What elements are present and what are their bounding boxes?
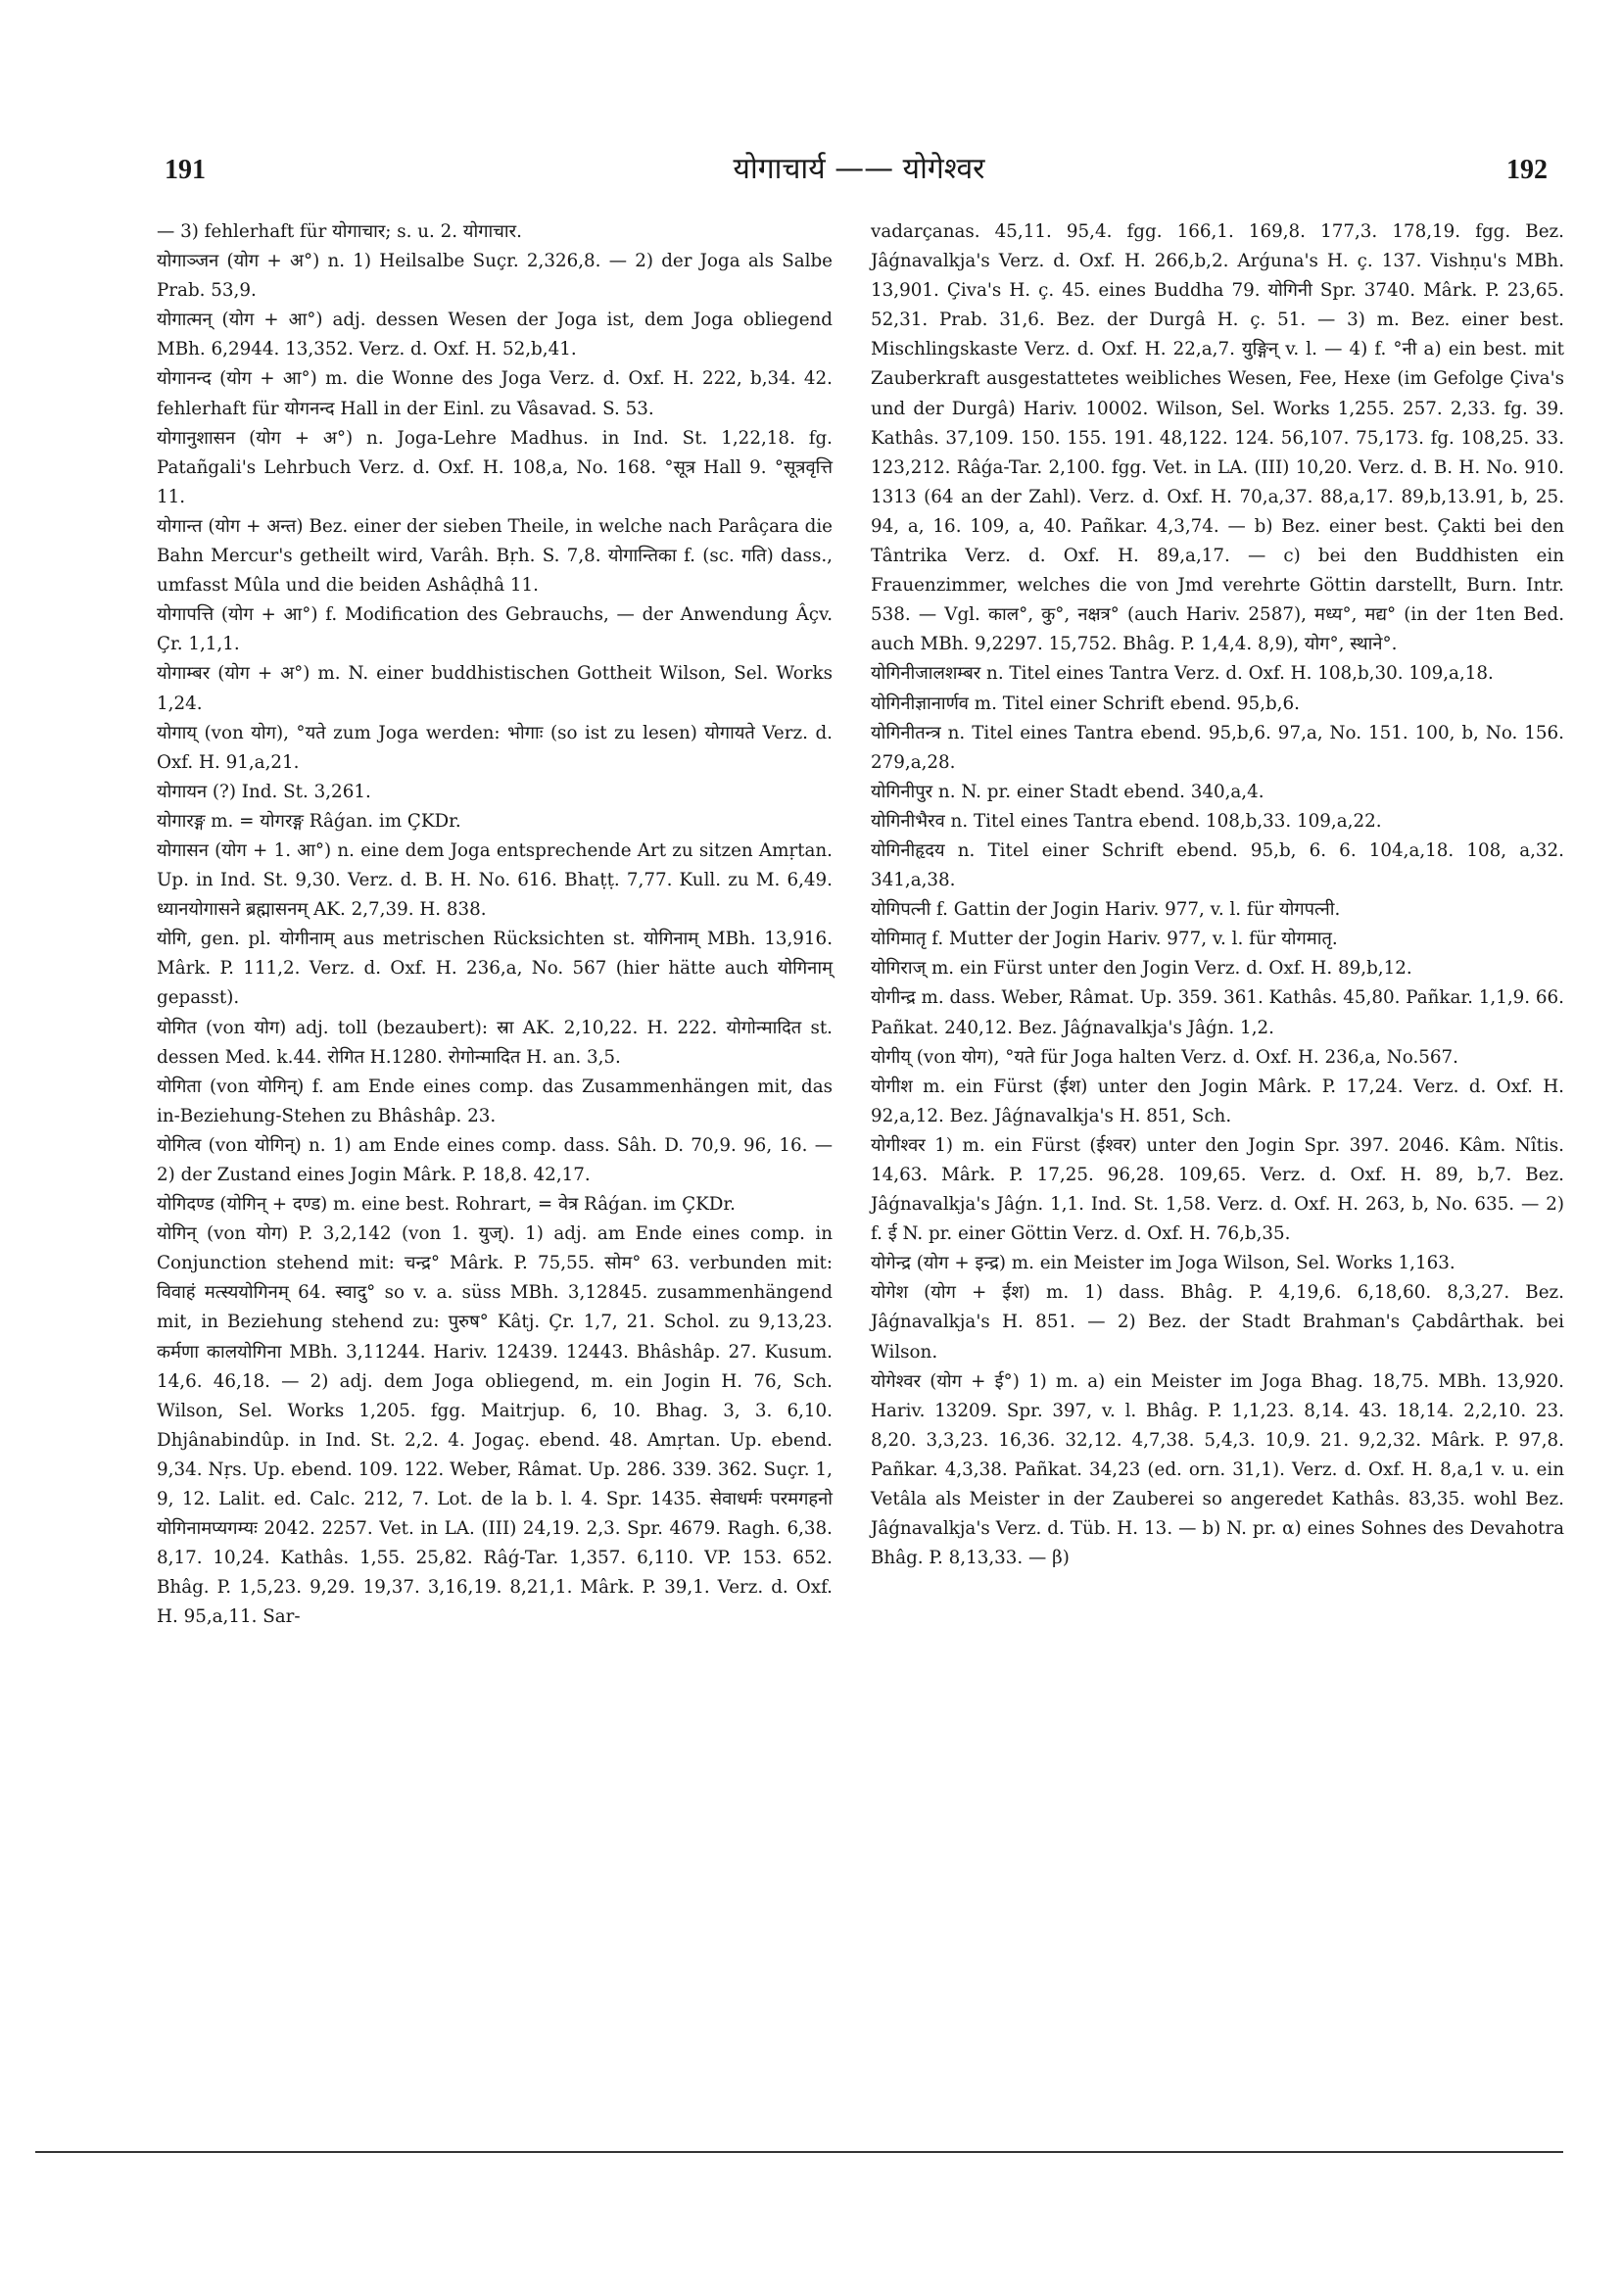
page-header <box>159 147 1559 196</box>
dictionary-entry: योगाय् (von योग), °यते zum Joga werden: भोगाः (so ist zu lesen) योगायते Verz. d. Oxf. H. 91,a,21. <box>157 722 833 773</box>
dictionary-entry: योगीन्द्र m. dass. Weber, Râmat. Up. 359. 361. Kathâs. 45,80. Pañkar. 1,1,9. 66. Pañkat. 240,12. Bez. Jâǵnavalkja's Jâǵn. 1,2. <box>871 987 1564 1038</box>
dictionary-entry: योगापत्ति (योग + आ°) f. Modification des Gebrauchs, — der Anwendung Âçv. Çr. 1,1,1. <box>157 604 833 655</box>
dictionary-entry: योगिपत्नी f. Gattin der Jogin Hariv. 977, v. l. für योगपत्नी. <box>871 899 1341 921</box>
dictionary-entry: vadarçanas. 45,11. 95,4. fgg. 166,1. 169,8. 177,3. 178,19. fgg. Bez. Jâǵnavalkja's Verz. d. Oxf. H. 266,b,2. Arǵuna's H. ç. 137. Vishṇu's MBh. 13,901. Çiva's H. ç. 45. eines Buddha 79. योगिनी Spr. 3740. Mârk. P. 23,65. 52,31. Prab. 31,6. Bez. der Durgâ H. ç. 51. — 3) m. Bez. einer best. Mischlingskaste Verz. d. Oxf. H. 22,a,7. युङ्गिन् v. l. — 4) f. °नी a) ein best. mit Zauberkraft ausgestattetes weibliches Wesen, Fee, Hexe (im Gefolge Çiva's und der Durgâ) Hariv. 10002. Wilson, Sel. Works 1,255. 257. 2,33. fg. 39. Kathâs. 37,109. 150. 155. 191. 48,122. 124. 56,107. 75,173. fg. 108,25. 33. 123,212. Râǵa-Tar. 2,100. fgg. Vet. in LA. (III) 10,20. Verz. d. B. H. No. 910. 1313 (64 an der Zahl). Verz. d. Oxf. H. 70,a,37. 88,a,17. 89,b,13.91, b, 25. 94, a, 16. 109, a, 40. Pañkar. 4,3,74. — b) Bez. einer best. Çakti bei den Tântrika Verz. d. Oxf. H. 89,a,17. — c) bei den Buddhisten ein Frauenzimmer, welches die von Jmd verehrte Göttin darstellt, Burn. Intr. 538. — Vgl. काल°, कु°, नक्षत्र° (auch Hariv. 2587), मध्य°, मद्य° (in der 1ten Bed. auch MBh. 9,2297. 15,752. Bhâg. P. 1,4,4. 8,9), योग°, स्थाने°. <box>871 221 1564 655</box>
dictionary-entry: योगाञ्जन (योग + अ°) n. 1) Heilsalbe Suçr. 2,326,8. — 2) der Joga als Salbe Prab. 53,9. <box>157 251 833 302</box>
dictionary-entry: योगेश्वर (योग + ई°) 1) m. a) ein Meister im Joga Bhag. 18,75. MBh. 13,920. Hariv. 13209. Spr. 397, v. l. Bhâg. P. 1,1,23. 8,14. 43. 18,14. 2,2,10. 23. 8,20. 3,3,23. 16,36. 32,12. 4,7,38. 5,4,3. 10,9. 21. 9,2,32. Mârk. P. 97,8. Pañkar. 4,3,38. Pañkat. 34,23 (ed. orn. 31,1). Verz. d. Oxf. H. 8,a,1 v. u. ein Vetâla als Meister in der Zauberei so angeredet Kathâs. 83,35. wohl Bez. Jâǵnavalkja's Verz. d. Tüb. H. 13. — b) N. pr. α) eines Sohnes des Devahotra Bhâg. P. 8,13,33. — β) <box>871 1370 1564 1569</box>
dictionary-entry: योगानुशासन (योग + अ°) n. Joga-Lehre Madhus. in Ind. St. 1,22,18. fg. Patañgali's Lehrbuch Verz. d. Oxf. H. 108,a, No. 168. °सूत्र Hall 9. °सूत्रवृत्ति 11. <box>157 427 833 507</box>
dictionary-entry: — 3) fehlerhaft für योगाचार; s. u. 2. योगाचार. <box>157 221 522 242</box>
dictionary-entry: योगाम्बर (योग + अ°) m. N. einer buddhistischen Gottheit Wilson, Sel. Works 1,24. <box>157 663 833 714</box>
dictionary-entry: योगिनीहृदय n. Titel einer Schrift ebend. 95,b, 6. 6. 104,a,18. 108, a,32. 341,a,38. <box>871 839 1564 891</box>
dictionary-entry: योगिनीजालशम्बर n. Titel eines Tantra Verz. d. Oxf. H. 108,b,30. 109,a,18. <box>871 663 1494 685</box>
dictionary-entry: योगिदण्ड (योगिन् + दण्ड) m. eine best. Rohrart, = वेत्र Râǵan. im ÇKDr. <box>157 1194 736 1216</box>
dictionary-entry: योगानन्द (योग + आ°) m. die Wonne des Joga Verz. d. Oxf. H. 222, b,34. 42. fehlerhaft für योगनन्द Hall in der Einl. zu Vâsavad. S. 53. <box>157 368 833 419</box>
dictionary-entry: योगिमातृ f. Mutter der Jogin Hariv. 977, v. l. für योगमातृ. <box>871 929 1338 950</box>
left-page-number: 191 <box>165 155 206 185</box>
dictionary-entry: योगायन (?) Ind. St. 3,261. <box>157 781 371 802</box>
dictionary-entry: योगारङ्ग m. = योगरङ्ग Râǵan. im ÇKDr. <box>157 810 461 832</box>
right-page-number: 192 <box>1506 155 1548 185</box>
running-head-title: योगाचार्य —— योगेश्वर <box>733 152 985 186</box>
dictionary-entry: योगिनीज्ञानार्णव m. Titel einer Schrift ebend. 95,b,6. <box>871 693 1300 714</box>
dictionary-entry: योगिनीपुर n. N. pr. einer Stadt ebend. 340,a,4. <box>871 781 1264 802</box>
right-column <box>871 217 1564 1573</box>
left-column <box>157 217 833 1633</box>
dictionary-entry: योगि, gen. pl. योगीनाम् aus metrischen Rücksichten st. योगिनाम् MBh. 13,916. Mârk. P. 111,2. Verz. d. Oxf. H. 236,a, No. 567 (hier hätte auch योगिनाम् gepasst). <box>157 929 833 1009</box>
dictionary-entry: योगान्त (योग + अन्त) Bez. einer der sieben Theile, in welche nach Parâçara die Bahn Mercur's getheilt wird, Varâh. Bṛh. S. 7,8. योगान्तिका f. (sc. गति) dass., umfasst Mûla und die beiden Ashâḍhâ 11. <box>157 515 833 597</box>
dictionary-entry: योगिनीभैरव n. Titel eines Tantra ebend. 108,b,33. 109,a,22. <box>871 810 1382 832</box>
dictionary-entry: योगिनीतन्त्र n. Titel eines Tantra ebend. 95,b,6. 97,a, No. 151. 100, b, No. 156. 279,a,28. <box>871 722 1564 773</box>
dictionary-entry: योगात्मन् (योग + आ°) adj. dessen Wesen der Joga ist, dem Joga obliegend MBh. 6,2944. 13,352. Verz. d. Oxf. H. 52,b,41. <box>157 310 833 360</box>
dictionary-entry: योगित (von योग) adj. toll (bezaubert): स्रा AK. 2,10,22. H. 222. योगोन्मादित st. dessen Med. k.44. रोगित H.1280. रोगोन्मादित H. an. 3,5. <box>157 1017 833 1068</box>
dictionary-entry: योगित्व (von योगिन्) n. 1) am Ende eines comp. dass. Sâh. D. 70,9. 96, 16. — 2) der Zustand eines Jogin Mârk. P. 18,8. 42,17. <box>157 1134 833 1185</box>
dictionary-entry: योगिराज् m. ein Fürst unter den Jogin Verz. d. Oxf. H. 89,b,12. <box>871 958 1412 980</box>
dictionary-entry: योगीश्वर 1) m. ein Fürst (ईश्वर) unter den Jogin Spr. 397. 2046. Kâm. Nîtis. 14,63. Mârk. P. 17,25. 96,28. 109,65. Verz. d. Oxf. H. 89, b,7. Bez. Jâǵnavalkja's Jâǵn. 1,1. Ind. St. 1,58. Verz. d. Oxf. H. 263, b, No. 635. — 2) f. ई N. pr. einer Göttin Verz. d. Oxf. H. 76,b,35. <box>871 1134 1564 1245</box>
dictionary-entry: योगासन (योग + 1. आ°) n. eine dem Joga entsprechende Art zu sitzen Amṛtan. Up. in Ind. St. 9,30. Verz. d. B. H. No. 616. Bhaṭṭ. 7,77. Kull. zu M. 6,49. ध्यानयोगासने ब्रह्मासनम् AK. 2,7,39. H. 838. <box>157 839 833 921</box>
dictionary-entry: योगीश m. ein Fürst (ईश) unter den Jogin Mârk. P. 17,24. Verz. d. Oxf. H. 92,a,12. Bez. Jâǵnavalkja's H. 851, Sch. <box>871 1076 1564 1126</box>
dictionary-entry: योगेन्द्र (योग + इन्द्र) m. ein Meister im Joga Wilson, Sel. Works 1,163. <box>871 1253 1455 1274</box>
dictionary-entry: योगीय् (von योग), °यते für Joga halten Verz. d. Oxf. H. 236,a, No.567. <box>871 1046 1458 1068</box>
dictionary-entry: योगिन् (von योग) P. 3,2,142 (von 1. युज्). 1) adj. am Ende eines comp. in Conjunction stehend mit: चन्द्र° Mârk. P. 75,55. सोम° 63. verbunden mit: विवाहं मत्स्ययोगिनम् 64. स्वादु° so v. a. süss MBh. 3,12845. zusammenhängend mit, in Beziehung stehend zu: पुरुष° Kâtj. Çr. 1,7, 21. Schol. zu 9,13,23. कर्मणा कालयोगिना MBh. 3,11244. Hariv. 12439. 12443. Bhâshâp. 27. Kusum. 14,6. 46,18. — 2) adj. dem Joga obliegend, m. ein Jogin H. 76, Sch. Wilson, Sel. Works 1,205. fgg. Maitrjup. 6, 10. Bhag. 3, 3. 6,10. Dhjânabindûp. in Ind. St. 2,2. 4. Jogaç. ebend. 48. Amṛtan. Up. ebend. 9,34. Nṛs. Up. ebend. 109. 122. Weber, Râmat. Up. 286. 339. 362. Suçr. 1, 9, 12. Lalit. ed. Calc. 212, 7. Lot. de la b. l. 4. Spr. 1435. सेवाधर्मः परमगहनो योगिनामप्यगम्यः 2042. 2257. Vet. in LA. (III) 24,19. 2,3. Spr. 4679. Ragh. 6,38. 8,17. 10,24. Kathâs. 1,55. 25,82. Râǵ-Tar. 1,357. 6,110. VP. 153. 652. Bhâg. P. 1,5,23. 9,29. 19,37. 3,16,19. 8,21,1. Mârk. P. 39,1. Verz. d. Oxf. H. 95,a,11. Sar- <box>157 1223 833 1628</box>
dictionary-entry: योगिता (von योगिन्) f. am Ende eines comp. das Zusammenhängen mit, das in-Beziehung-Stehen zu Bhâshâp. 23. <box>157 1076 833 1126</box>
dictionary-entry: योगेश (योग + ईश) m. 1) dass. Bhâg. P. 4,19,6. 6,18,60. 8,3,27. Bez. Jâǵnavalkja's H. 851. — 2) Bez. der Stadt Brahman's Çabdârthak. bei Wilson. <box>871 1282 1564 1363</box>
bottom-rule <box>35 2151 1563 2153</box>
